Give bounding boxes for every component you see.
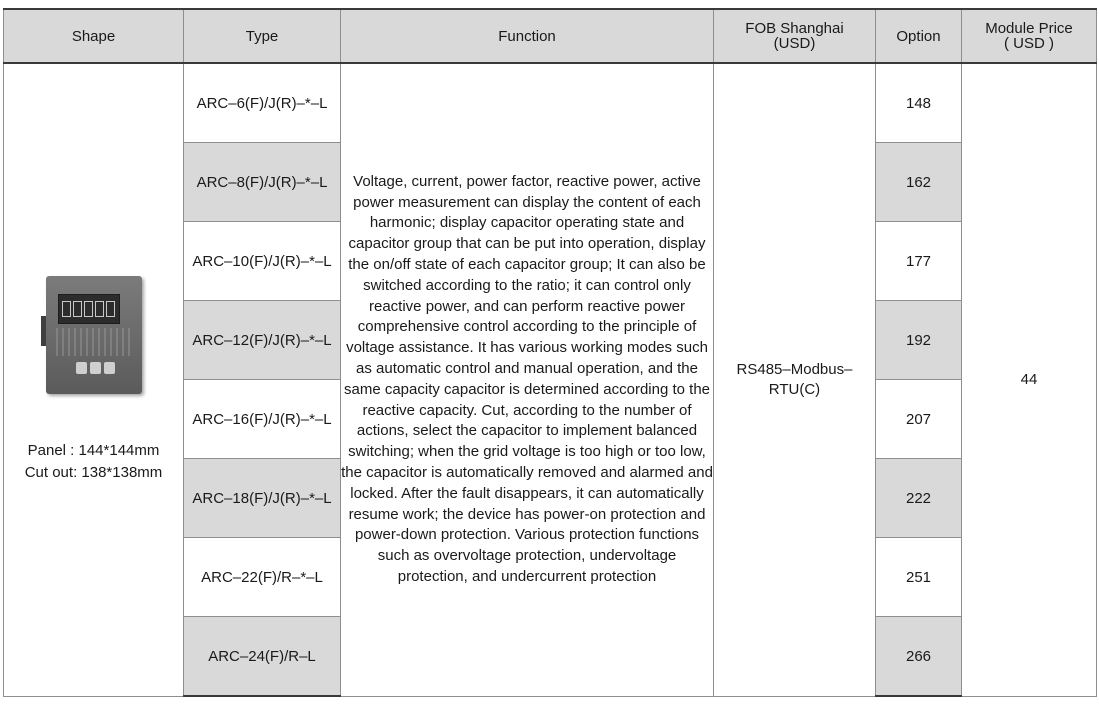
option-cell: 162 [876, 143, 962, 222]
type-cell: ARC–10(F)/J(R)–*–L [184, 222, 341, 301]
function-description: Voltage, current, power factor, reactive power, active power measurement can display the content of each harmonic; display capacitor operating state and capacitor group that can be put into operation, display the on/off state of each capacitor group; It can also be switched according to the ratio; it can control only reactive power, and can perform reactive power comprehensive control according to the principle of voltage assistance. It has various working modes such as automatic control and manual operation, and the same capacity capacitor is determined according to the reactive capacity. Cut, according to the number of actions, select the capacitor to implement balanced switching; when the grid voltage is too high or too low, the capacitor is automatically removed and alarmed and locked. After the fault disappears, it can automatically resume work; the device has power-on protection and power-down protection. Various protection functions such as overvoltage protection, undervoltage protection, and undercurrent protection [341, 63, 714, 696]
header-module-line1: Module Price [985, 20, 1073, 37]
header-type: Type [184, 9, 341, 63]
module-price-cell: 44 [962, 63, 1097, 696]
header-module-line2: ( USD ) [1004, 35, 1054, 52]
header-function: Function [341, 9, 714, 63]
type-cell: ARC–18(F)/J(R)–*–L [184, 459, 341, 538]
type-cell: ARC–16(F)/J(R)–*–L [184, 380, 341, 459]
option-cell: 207 [876, 380, 962, 459]
header-fob-line2: (USD) [773, 35, 816, 52]
type-cell: ARC–24(F)/R–L [184, 617, 341, 697]
type-cell: ARC–22(F)/R–*–L [184, 538, 341, 617]
type-cell: ARC–6(F)/J(R)–*–L [184, 63, 341, 143]
header-row [4, 9, 1097, 63]
type-cell: ARC–12(F)/J(R)–*–L [184, 301, 341, 380]
panel-meter-device-icon [46, 276, 142, 394]
header-fob-line1: FOB Shanghai [745, 20, 844, 37]
header-option: Option [876, 9, 962, 63]
option-cell: 177 [876, 222, 962, 301]
panel-size: Panel : 144*144mm [27, 441, 160, 459]
cutout-size: Cut out: 138*138mm [24, 463, 163, 481]
header-fob [714, 9, 876, 63]
price-table [3, 8, 1097, 697]
type-cell: ARC–8(F)/J(R)–*–L [184, 143, 341, 222]
fob-cell [714, 63, 876, 696]
fob-value: RS485–Modbus–RTU(C) [736, 360, 853, 398]
option-cell: 251 [876, 538, 962, 617]
header-module-price [962, 9, 1097, 63]
option-cell: 222 [876, 459, 962, 538]
option-cell: 148 [876, 63, 962, 143]
option-cell: 266 [876, 617, 962, 697]
option-cell: 192 [876, 301, 962, 380]
header-shape: Shape [4, 9, 184, 63]
shape-cell [4, 63, 184, 696]
table-row [4, 63, 1097, 143]
